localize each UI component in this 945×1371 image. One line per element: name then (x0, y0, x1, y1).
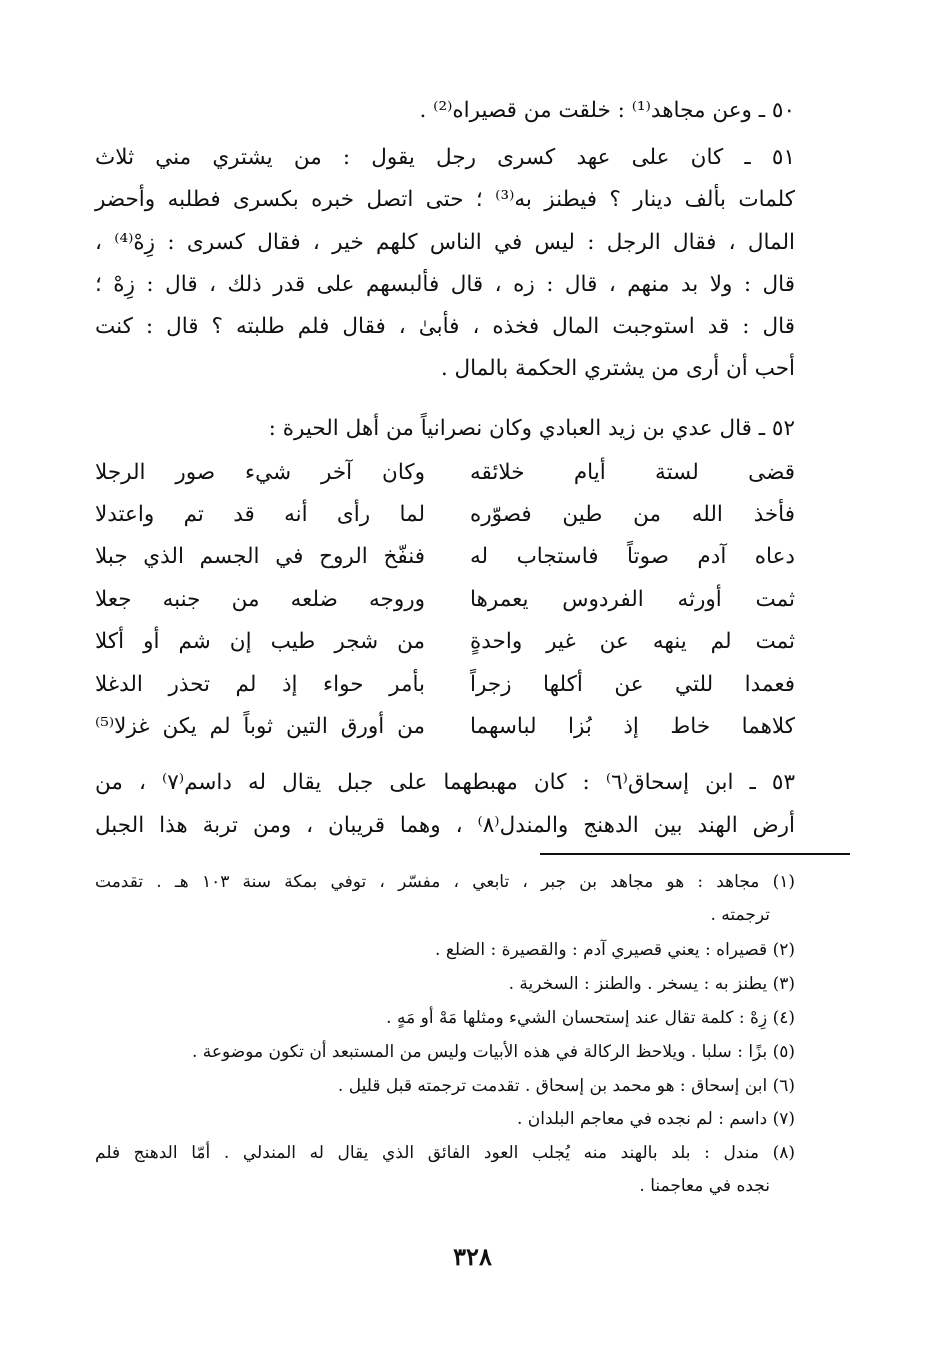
footnote-1-continued: ترجمته . (710, 905, 770, 925)
paragraph-51-line-2: كلمات بألف دينار ؟ فيطنز به⁽³⁾ ؛ حتى اتصل خبره بكسرى فطلبه وأحضر (95, 187, 795, 212)
paragraph-51-line-3: المال ، فقال الرجل : ليس في الناس كلهم خير ، فقال كسرى : زِهْ⁽⁴⁾ ، (95, 230, 795, 255)
footnote-8-continued: نجده في معاجمنا . (639, 1176, 770, 1196)
footnote-8: (٨) مندل : بلد بالهند منه يُجلب العود الفائق الذي يقال له المندلي . أمّا الدهنج فلم (95, 1143, 795, 1163)
verse-4-second-hemistich: وروجه ضلعه من جنبه جعلا (95, 587, 425, 612)
verse-1-first-hemistich: قضى لستة أيام خلائقه (470, 460, 795, 485)
verse-5-first-hemistich: ثمت لم ينهه عن غير واحدةٍ (470, 629, 795, 654)
paragraph-51-line-1: ٥١ ـ كان على عهد كسرى رجل يقول : من يشتري مني ثلاث (95, 145, 795, 170)
verse-3-second-hemistich: فنفّخ الروح في الجسم الذي جبلا (95, 544, 425, 569)
paragraph-52-intro: ٥٢ ـ قال عدي بن زيد العبادي وكان نصرانياً من أهل الحيرة : (268, 416, 795, 441)
verse-4-first-hemistich: ثمت أورثه الفردوس يعمرها (470, 587, 795, 612)
paragraph-50: ٥٠ ـ وعن مجاهد⁽¹⁾ : خلقت من قصيراه⁽²⁾ . (419, 98, 795, 123)
paragraph-51-line-4: قال : ولا بد منهم ، قال : زه ، قال فألبسهم على قدر ذلك ، قال : زِهْ ؛ (95, 272, 795, 297)
paragraph-51-line-6: أحب أن أرى من يشتري الحكمة بالمال . (440, 356, 795, 381)
paragraph-51-line-5: قال : قد استوجبت المال فخذه ، فأبىٰ ، فقال فلم طلبته ؟ قال : كنت (95, 314, 795, 339)
page-number: ٣٢٨ (453, 1242, 492, 1271)
footnote-4: (٤) زِهْ : كلمة تقال عند إستحسان الشيء ومثلها مَهْ أو مَهٍ . (386, 1008, 795, 1028)
footnote-7: (٧) داسم : لم نجده في معاجم البلدان . (516, 1109, 795, 1129)
verse-1-second-hemistich: وكان آخر شيء صور الرجلا (95, 460, 425, 485)
footnote-1: (١) مجاهد : هو مجاهد بن جبر ، تابعي ، مفسّر ، توفي بمكة سنة ١٠٣ هـ . تقدمت (95, 872, 796, 892)
footnote-divider (540, 853, 850, 855)
verse-7-second-hemistich: من أورق التين ثوباً لم يكن غزلا⁽⁵⁾ (95, 714, 425, 739)
paragraph-53-line-2: أرض الهند بين الدهنج والمندل⁽٨⁾ ، وهما قريبان ، ومن تربة هذا الجبل (95, 813, 795, 838)
verse-5-second-hemistich: من شجر طيب إن شم أو أكلا (95, 629, 425, 654)
footnote-6: (٦) ابن إسحاق : هو محمد بن إسحاق . تقدمت ترجمته قبل قليل . (337, 1076, 795, 1096)
paragraph-53-line-1: ٥٣ ـ ابن إسحاق⁽٦⁾ : كان مهبطهما على جبل يقال له داسم⁽٧⁾ ، من (95, 770, 795, 795)
verse-7-first-hemistich: كلاهما خاط إذ بُزا لباسهما (470, 714, 795, 739)
verse-2-second-hemistich: لما رأى أنه قد تم واعتدلا (95, 502, 425, 527)
footnote-3: (٣) يطنز به : يسخر . والطنز : السخرية . (508, 974, 795, 994)
footnote-5: (٥) بزًا : سلبا . ويلاحظ الركالة في هذه الأبيات وليس من المستبعد أن تكون موضوعة . (191, 1042, 795, 1062)
verse-6-first-hemistich: فعمدا للتي عن أكلها زجراً (470, 672, 795, 697)
verse-2-first-hemistich: فأخذ الله من طين فصوّره (470, 502, 795, 527)
footnote-2: (٢) قصيراه : يعني قصيري آدم : والقصيرة : الضلع . (435, 940, 795, 960)
verse-3-first-hemistich: دعاه آدم صوتاً فاستجاب له (470, 544, 795, 569)
verse-6-second-hemistich: بأمر حواء إذ لم تحذر الدغلا (95, 672, 425, 697)
